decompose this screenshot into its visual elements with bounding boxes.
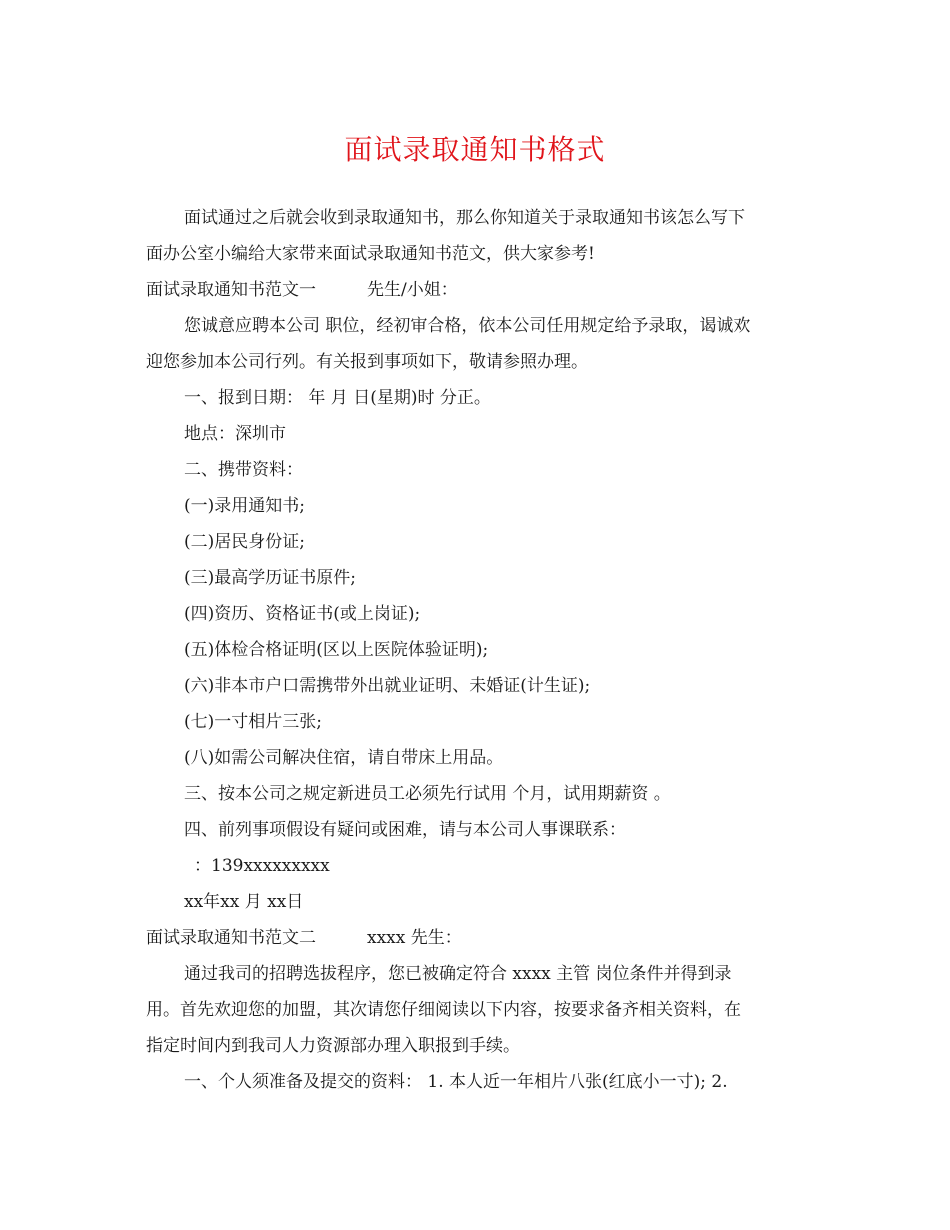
paragraph-line: 面试录取通知书范文二 xxxx 先生：	[146, 928, 462, 948]
paragraph-line: (八)如需公司解决住宿，请自带床上用品。	[184, 748, 504, 768]
paragraph-line: (二)居民身份证;	[184, 532, 305, 552]
paragraph-line: 二、携带资料：	[184, 460, 303, 480]
paragraph-line: 您诚意应聘本公司 职位，经初审合格，依本公司任用规定给予录取，谒诚欢	[184, 316, 751, 336]
paragraph-line: xx年xx 月 xx日	[184, 892, 304, 912]
paragraph-line: 面试通过之后就会收到录取通知书，那么你知道关于录取通知书该怎么写下	[184, 208, 745, 228]
paragraph-line: ：139xxxxxxxxx	[194, 856, 330, 876]
paragraph-line: 用。首先欢迎您的加盟，其次请您仔细阅读以下内容，按要求备齐相关资料，在	[146, 1000, 741, 1020]
paragraph-line: 三、按本公司之规定新进员工必须先行试用 个月，试用期薪资 。	[184, 784, 671, 804]
paragraph-line: 地点：深圳市	[184, 424, 286, 444]
document-title: 面试录取通知书格式	[344, 133, 606, 166]
document-body	[146, 200, 811, 1100]
paragraph-line: (三)最高学历证书原件;	[184, 568, 356, 588]
paragraph-line: (七)一寸相片三张;	[184, 712, 322, 732]
paragraph-line: 通过我司的招聘选拔程序，您已被确定符合 xxxx 主管 岗位条件并得到录	[184, 964, 732, 984]
paragraph-line: 一、报到日期： 年 月 日(星期)时 分正。	[184, 388, 491, 408]
paragraph-line: (四)资历、资格证书(或上岗证);	[184, 604, 421, 624]
paragraph-line: 指定时间内到我司人力资源部办理入职报到手续。	[146, 1036, 520, 1056]
paragraph-line: (一)录用通知书;	[184, 496, 305, 516]
paragraph-line: 四、前列事项假设有疑问或困难，请与本公司人事课联系：	[184, 820, 626, 840]
paragraph-line: (六)非本市户口需携带外出就业证明、未婚证(计生证);	[184, 676, 591, 696]
paragraph-line: 一、个人须准备及提交的资料： 1. 本人近一年相片八张(红底小一寸); 2.	[184, 1072, 728, 1092]
paragraph-line: 迎您参加本公司行列。有关报到事项如下，敬请参照办理。	[146, 352, 588, 372]
paragraph-line: 面办公室小编给大家带来面试录取通知书范文，供大家参考!	[146, 244, 595, 264]
paragraph-line: 面试录取通知书范文一 先生/小姐：	[146, 280, 458, 300]
paragraph-line: (五)体检合格证明(区以上医院体验证明);	[184, 640, 489, 660]
